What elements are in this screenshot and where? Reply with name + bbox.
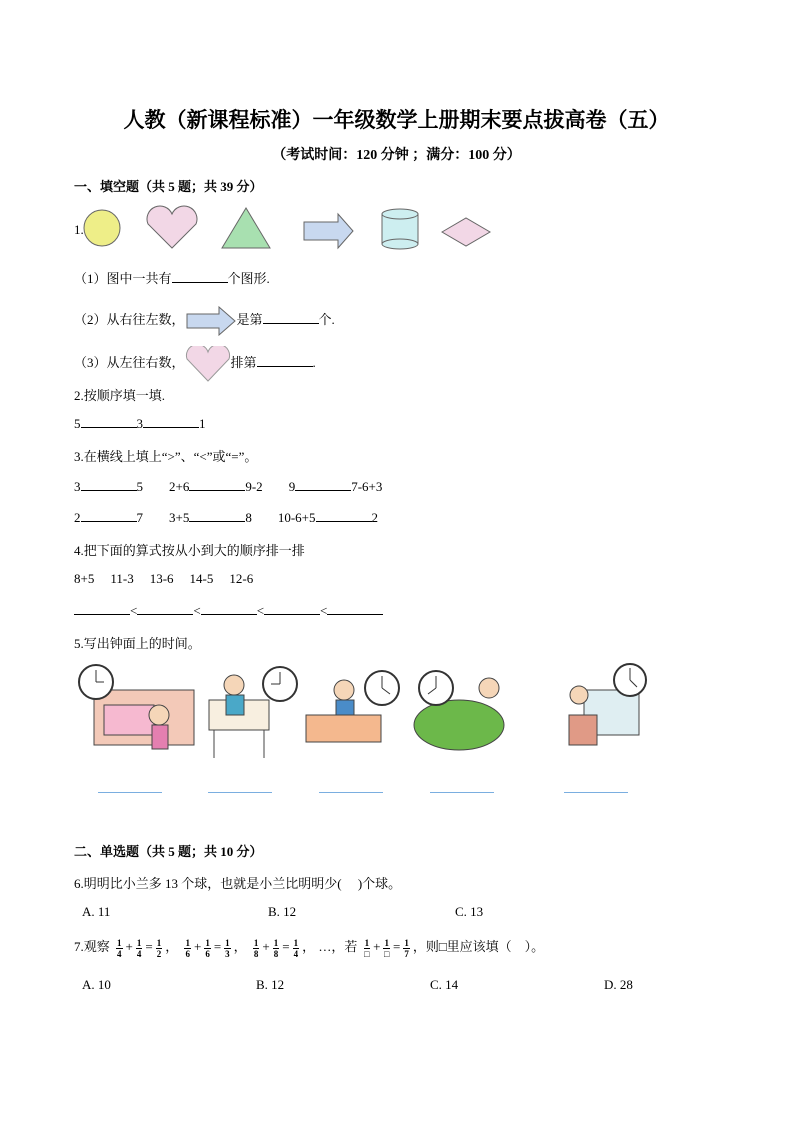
clock-answer-blank-5[interactable]	[564, 792, 628, 793]
heart-shape-icon	[185, 346, 231, 382]
clock-answer-blank-4[interactable]	[430, 792, 494, 793]
q1-number: 1.	[74, 222, 84, 237]
answer-blank[interactable]	[264, 602, 320, 615]
answer-blank[interactable]	[143, 415, 199, 428]
q1-part1: （1）图中一共有 个图形.	[74, 271, 270, 286]
answer-blank[interactable]	[295, 478, 351, 491]
arrow-shape-icon	[185, 306, 237, 336]
exam-info: （考试时间：120 分钟 ；满分：100 分）	[272, 148, 521, 163]
clock-picture-4	[414, 671, 504, 750]
clock-picture-5	[569, 664, 646, 745]
q2-sequence: 5 3 1	[74, 416, 206, 431]
heart-shape	[147, 206, 197, 248]
cylinder-shape	[382, 209, 418, 249]
q5-text: 5.写出钟面上的时间。	[74, 636, 201, 651]
q3-row2: 2 7 3+5 8 10-6+5 2	[74, 510, 379, 525]
triangle-shape	[222, 208, 270, 248]
clock-picture-3	[306, 671, 399, 742]
answer-blank[interactable]	[137, 602, 193, 615]
q7-option-d[interactable]: D. 28	[604, 977, 633, 992]
q6-option-b[interactable]: B. 12	[268, 904, 297, 919]
q4-items: 8+5 11-3 13-6 14-5 12-6	[74, 571, 254, 586]
answer-blank[interactable]	[74, 602, 130, 615]
q1-part2: （2）从右往左数， 是第 个.	[74, 306, 335, 336]
section-2-heading: 二、单选题（共 5 题；共 10 分）	[74, 844, 263, 859]
q7-option-b[interactable]: B. 12	[256, 977, 285, 992]
answer-blank[interactable]	[189, 478, 245, 491]
q7-option-a[interactable]: A. 10	[82, 977, 111, 992]
answer-blank[interactable]	[201, 602, 257, 615]
q6-option-a[interactable]: A. 11	[82, 904, 111, 919]
q6-text: 6.明明比小兰多 13 个球，也就是小兰比明明少( )个球。	[74, 876, 402, 891]
q2-text: 2.按顺序填一填.	[74, 388, 166, 403]
answer-blank[interactable]	[81, 509, 137, 522]
q4-text: 4.把下面的算式按从小到大的顺序排一排	[74, 543, 305, 558]
clock-answer-blank-3[interactable]	[319, 792, 383, 793]
rhombus-shape	[442, 218, 490, 246]
answer-blank[interactable]	[263, 311, 319, 324]
answer-blank[interactable]	[257, 354, 313, 367]
q4-answer-row: < < < <	[74, 602, 383, 619]
answer-blank[interactable]	[81, 415, 137, 428]
answer-blank[interactable]	[172, 270, 228, 283]
arrow-shape	[304, 214, 353, 248]
clock-picture-1	[79, 665, 194, 749]
answer-blank[interactable]	[81, 478, 137, 491]
clock-pictures	[74, 660, 654, 765]
q7-option-c[interactable]: C. 14	[430, 977, 459, 992]
answer-blank[interactable]	[316, 509, 372, 522]
q6-option-c[interactable]: C. 13	[455, 904, 484, 919]
q3-row1: 3 5 2+6 9-2 9 7-6+3	[74, 479, 383, 494]
clock-answer-blank-1[interactable]	[98, 792, 162, 793]
answer-blank[interactable]	[189, 509, 245, 522]
clock-picture-2	[209, 667, 297, 758]
q1-part3: （3）从左往右数， 排第 .	[74, 346, 316, 382]
q3-text: 3.在横线上填上“>”、“<”或“=”。	[74, 449, 258, 464]
page-title: 人教（新课程标准）一年级数学上册期末要点拔高卷（五）	[123, 108, 670, 132]
q7-text: 7.观察 $\frac{1}{4}$ + $\frac{1}{4}$ = $\frac{1}{2}$ ， $\frac{1}{6}$ + $\frac{1}{6}$ = $\frac{1}{3}$ ， $\frac{1}{8}$ + $\frac{1}{8}$ = $\frac{1}{4}$ ， …，若 $\frac{1}{□}$ + $\frac{1}{□}$ = $\frac{1}{7}$ ，则□里应该填（ ）。	[74, 937, 545, 959]
answer-blank[interactable]	[327, 602, 383, 615]
clock-answer-blank-2[interactable]	[208, 792, 272, 793]
shapes-figure	[80, 204, 500, 254]
circle-shape	[84, 210, 120, 246]
section-1-heading: 一、填空题（共 5 题；共 39 分）	[74, 179, 263, 194]
